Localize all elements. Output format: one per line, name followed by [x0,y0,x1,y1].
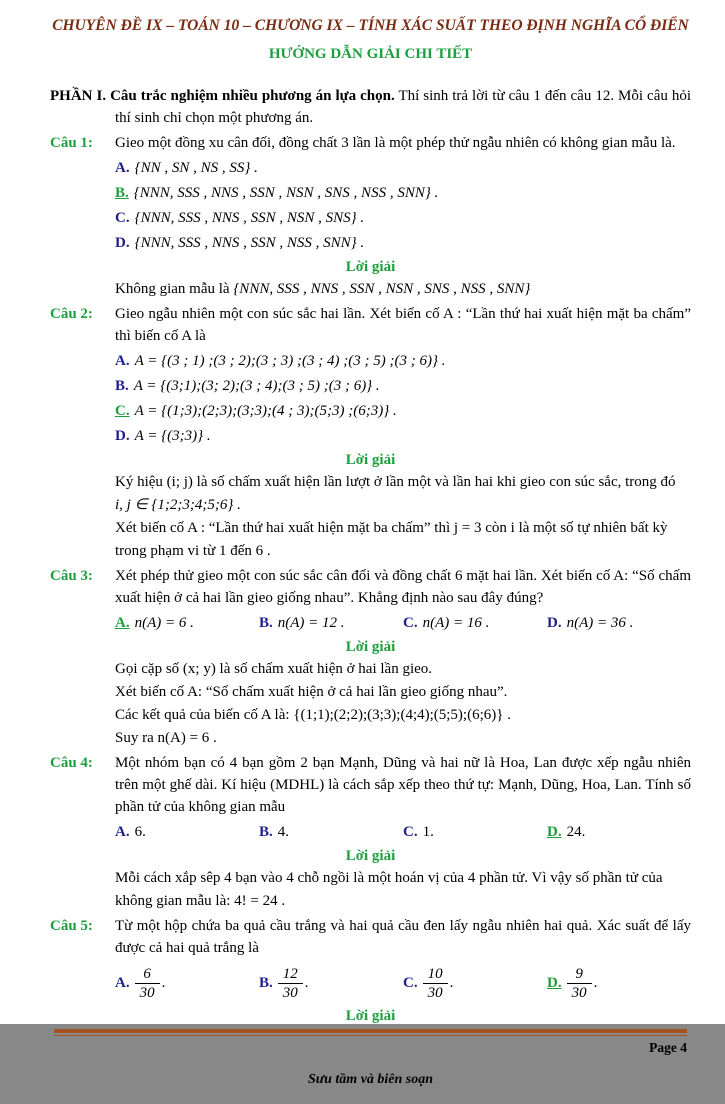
question-text: Xét phép thử gieo một con súc sắc cân đối và đồng chất 6 mặt hai lần. Xét biến cố A: “Số chấm xuất hiện ở cả hai lần gieo giống nhau”. Khẳng định nào sau đây đúng? [115,568,691,606]
fraction-denominator: 30 [139,985,155,1002]
question-block-1 [50,132,691,301]
option-key-correct: D. [547,824,562,840]
question-body [115,565,691,750]
option-d [547,820,691,845]
option-text: A = {(1;3);(2;3);(3;3);(4 ; 3);(5;3) ;(6;3)} . [134,403,397,419]
fraction-numerator: 12 [278,966,303,985]
option-key: C. [115,210,130,226]
part-label: PHẦN I. [50,88,107,104]
option-c [403,820,547,845]
fraction-numerator: 6 [135,966,160,985]
option-text: n(A) = 36 . [566,615,634,631]
solution-line: Mỗi cách xắp sêp 4 bạn vào 4 chỗ ngồi là một hoán vị của 4 phần tử. Vì vậy số phần tử của [115,870,663,886]
option-text: {NNN, SSS , NNS , SSN , NSN , SNS} . [134,210,365,226]
option-key: D. [115,235,130,251]
option-key: C. [403,975,418,991]
option-b [115,181,691,206]
solution-math: {NNN, SSS , NNS , SSN , NSN , SNS , NSS , SNN} [233,281,531,297]
option-c [403,961,547,1005]
solution-line: Suy ra n(A) = 6 . [115,730,217,746]
option-text: n(A) = 6 . [134,615,194,631]
fraction [423,966,448,1002]
solution-heading: Lời giải [345,259,396,275]
option-key: C. [403,824,418,840]
option-key: B. [115,378,129,394]
solution-heading: Lời giải [345,1008,396,1024]
fraction [567,966,592,1002]
option-key-correct: D. [547,975,562,991]
solution-heading: Lời giải [345,639,396,655]
question-body [115,752,691,913]
question-text: Gieo ngẫu nhiên một con súc sắc hai lần. Xét biến cố A : “Lần thứ hai xuất hiện mặt ba chấm” thì biến cố A là [115,306,691,344]
fraction-denominator: 30 [282,985,298,1002]
fraction-denominator: 30 [571,985,587,1002]
solution-line: Xét biến cố A : “Lần thứ hai xuất hiện mặt ba chấm” thì j = 3 còn i là một số tự nhiên bất kỳ [115,520,668,536]
option-suffix: . [304,975,309,991]
option-suffix: . [593,975,598,991]
solution-line: Gọi cặp số (x; y) là số chấm xuất hiện ở hai lần gieo. [115,661,433,677]
option-text: A = {(3;3)} . [134,428,211,444]
option-a [115,820,259,845]
option-text: A = {(3;1);(3; 2);(3 ; 4);(3 ; 5) ;(3 ; 6)} . [133,378,380,394]
option-text: {NNN, SSS , NNS , SSN , NSS , SNN} . [134,235,365,251]
part-normal-text: Thí sinh trả lời từ câu 1 đến câu 12. Mỗi câu hỏi thí sinh chỉ chọn một phương án. [115,88,692,126]
option-key-correct: A. [115,615,130,631]
option-text: n(A) = 16 . [422,615,490,631]
question-block-2 [50,303,691,563]
option-key: D. [547,615,562,631]
option-a [115,156,691,181]
question-block-3 [50,565,691,750]
option-key: C. [403,615,418,631]
option-key-correct: B. [115,185,129,201]
option-c [115,206,691,231]
part-intro [50,85,691,129]
footer-credit: Sưu tầm và biên soạn [307,1072,434,1087]
question-text: Gieo một đồng xu cân đối, đồng chất 3 lần là một phép thử ngẫu nhiên có không gian mẫu là. [115,135,676,151]
page-footer [50,1029,691,1104]
solution-line: trong phạm vi từ 1 đến 6 . [115,543,271,559]
options-row [115,961,691,1005]
question-block-5 [50,915,691,1027]
option-text: {NN , SN , NS , SS} . [134,160,258,176]
option-key: A. [115,160,130,176]
document-title: CHUYÊN ĐỀ IX – TOÁN 10 – CHƯƠNG IX – TÍNH XÁC SUẤT THEO ĐỊNH NGHĨA CỔ ĐIỂN [52,17,689,34]
option-key: B. [259,824,273,840]
solution-heading: Lời giải [345,452,396,468]
option-c [115,399,691,424]
option-d [115,231,691,256]
option-text: {NNN, SSS , NNS , SSN , NSN , SNS , NSS , SNN} . [133,185,439,201]
page-number: Page 4 [649,1040,687,1055]
footer-divider [54,1029,687,1036]
option-a [115,349,691,374]
option-text: 24. [566,824,586,840]
question-label: Câu 3: [50,568,93,584]
option-key: A. [115,975,130,991]
option-a [115,611,259,636]
option-key-correct: C. [115,403,130,419]
option-d [115,424,691,449]
solution-line: Xét biến cố A: “Số chấm xuất hiện ở cả hai lần gieo giống nhau”. [115,684,508,700]
part-bold-text: Câu trắc nghiệm nhiều phương án lựa chọn. [110,88,395,104]
question-text: Từ một hộp chứa ba quả cầu trắng và hai quả cầu đen lấy ngẫu nhiên hai quả. Xác suất để lấy được cả hai quả trắng là [115,918,691,956]
option-text: A = {(3 ; 1) ;(3 ; 2);(3 ; 3) ;(3 ; 4) ;(3 ; 5) ;(3 ; 6)} . [134,353,446,369]
option-c [403,611,547,636]
fraction [135,966,160,1002]
question-block-4 [50,752,691,913]
question-label: Câu 2: [50,306,93,322]
question-label: Câu 5: [50,918,93,934]
option-suffix: . [449,975,454,991]
option-text: 1. [422,824,434,840]
option-b [259,961,403,1005]
fraction-numerator: 10 [423,966,448,985]
solution-heading: Lời giải [345,848,396,864]
solution-line: Các kết quả của biến cố A là: {(1;1);(2;2);(3;3);(4;4);(5;5);(6;6)} . [115,707,511,723]
option-key: B. [259,615,273,631]
solution-line: i, j ∈ {1;2;3;4;5;6} . [115,497,241,513]
option-key: A. [115,824,130,840]
question-label: Câu 1: [50,135,93,151]
options-list [115,156,691,256]
option-d [547,961,691,1005]
option-text: 4. [277,824,290,840]
options-list [115,349,691,449]
options-row [115,611,691,636]
option-key: D. [115,428,130,444]
option-key: A. [115,353,130,369]
option-d [547,611,691,636]
fraction-numerator: 9 [567,966,592,985]
fraction [278,966,303,1002]
solution-line: không gian mẫu là: 4! = 24 . [115,893,286,909]
option-b [115,374,691,399]
fraction-denominator: 30 [427,985,443,1002]
question-body [115,132,691,301]
options-row [115,820,691,845]
section-subtitle: HƯỚNG DẪN GIẢI CHI TIẾT [268,46,473,62]
option-text: n(A) = 12 . [277,615,345,631]
option-key: B. [259,975,273,991]
option-b [259,820,403,845]
option-text: 6. [134,824,146,840]
question-text: Một nhóm bạn có 4 bạn gồm 2 bạn Mạnh, Dũng và hai nữ là Hoa, Lan được xếp ngẫu nhiên trên một ghế dài. Kí hiệu (MDHL) là cách sắp xếp theo thứ tự: Mạnh, Dũng, Hoa, Lan. Tính số phần tử của không gian mẫu [115,755,691,815]
option-b [259,611,403,636]
solution-line: Ký hiệu (i; j) là số chấm xuất hiện lần lượt ở lần một và lần hai khi gieo con súc sắc, trong đó [115,474,676,490]
solution-line: Không gian mẫu là {NNN, SSS , NNS , SSN , NSN , SNS , NSS , SNN} [115,281,531,297]
question-label: Câu 4: [50,755,93,771]
question-body [115,303,691,563]
question-body [115,915,691,1027]
option-suffix: . [161,975,166,991]
option-a [115,961,259,1005]
